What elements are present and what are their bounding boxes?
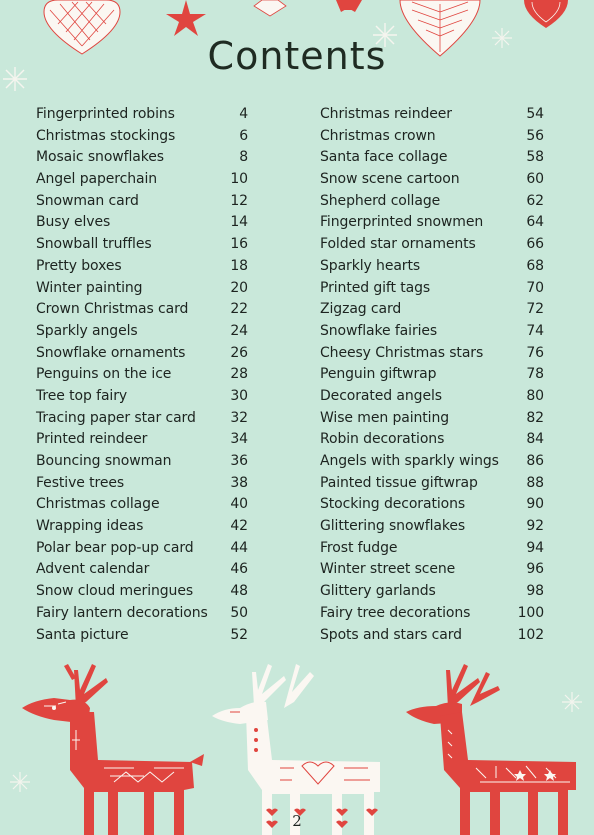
entry-title: Busy elves <box>36 214 111 231</box>
entry-title: Decorated angels <box>320 387 442 404</box>
snowflake-icon <box>560 690 584 714</box>
contents-entry <box>36 581 248 603</box>
contents-entry <box>36 538 248 560</box>
entry-page-number: 12 <box>230 192 248 209</box>
contents-entry <box>320 473 544 495</box>
entry-page-number: 98 <box>526 583 544 600</box>
entry-title: Painted tissue giftwrap <box>320 474 478 491</box>
entry-title: Cheesy Christmas stars <box>320 344 484 361</box>
entry-title: Fingerprinted robins <box>36 106 175 122</box>
entry-title: Penguin giftwrap <box>320 366 437 383</box>
entry-title: Snowball truffles <box>36 236 152 253</box>
reindeer-right-illustration <box>400 650 590 835</box>
entry-page-number: 70 <box>526 279 544 296</box>
contents-entry <box>320 104 544 126</box>
contents-entry <box>36 429 248 451</box>
entry-title: Mosaic snowflakes <box>36 149 164 166</box>
entry-title: Robin decorations <box>320 431 445 448</box>
entry-title: Winter street scene <box>320 561 456 578</box>
entry-title: Glittery garlands <box>320 583 436 600</box>
contents-entry <box>320 147 544 169</box>
entry-title: Tree top fairy <box>36 387 128 404</box>
entry-page-number: 54 <box>526 106 544 122</box>
entry-page-number: 60 <box>526 171 544 188</box>
entry-title: Festive trees <box>36 474 125 491</box>
entry-page-number: 56 <box>526 127 544 144</box>
entry-page-number: 72 <box>526 301 544 318</box>
entry-page-number: 74 <box>526 322 544 339</box>
entry-page-number: 96 <box>526 561 544 578</box>
entry-page-number: 6 <box>239 127 248 144</box>
entry-page-number: 24 <box>230 322 248 339</box>
entry-title: Sparkly hearts <box>320 257 421 274</box>
entry-page-number: 90 <box>526 496 544 513</box>
contents-entry <box>320 364 544 386</box>
contents-entry <box>320 299 544 321</box>
entry-title: Santa face collage <box>320 149 448 166</box>
contents-entry <box>320 559 544 581</box>
contents-entry <box>36 126 248 148</box>
contents-entry <box>320 494 544 516</box>
contents-entry <box>36 386 248 408</box>
entry-title: Glittering snowflakes <box>320 518 466 535</box>
entry-title: Snowman card <box>36 192 139 209</box>
reindeer-left-illustration <box>14 650 204 835</box>
entry-page-number: 86 <box>526 453 544 469</box>
entry-page-number: 26 <box>230 344 248 361</box>
contents-entry <box>320 234 544 256</box>
entry-page-number: 38 <box>230 474 248 491</box>
entry-title: Sparkly angels <box>36 322 138 339</box>
entry-title: Winter painting <box>36 279 143 296</box>
reindeer-middle-illustration <box>210 650 390 835</box>
entry-page-number: 36 <box>230 453 248 469</box>
contents-entry <box>36 299 248 321</box>
entry-page-number: 80 <box>526 387 544 404</box>
contents-entry <box>320 516 544 538</box>
contents-entry <box>320 625 544 647</box>
entry-title: Fairy lantern decorations <box>36 604 208 621</box>
entry-page-number: 28 <box>230 366 248 383</box>
entry-title: Angel paperchain <box>36 171 158 188</box>
entry-title: Snowflake ornaments <box>36 344 186 361</box>
entry-page-number: 14 <box>230 214 248 231</box>
contents-entry <box>36 321 248 343</box>
entry-title: Pretty boxes <box>36 257 122 274</box>
entry-title: Shepherd collage <box>320 192 441 209</box>
entry-page-number: 20 <box>230 279 248 296</box>
entry-title: Wrapping ideas <box>36 518 144 535</box>
contents-entry <box>36 494 248 516</box>
entry-page-number: 94 <box>526 539 544 556</box>
contents-entry <box>320 321 544 343</box>
contents-entry <box>36 278 248 300</box>
entry-title: Tracing paper star card <box>36 409 196 426</box>
entry-page-number: 40 <box>230 496 248 513</box>
entry-title: Folded star ornaments <box>320 236 476 253</box>
snowflake-icon <box>8 770 32 794</box>
entry-page-number: 88 <box>526 474 544 491</box>
entry-page-number: 8 <box>239 149 248 166</box>
contents-entry <box>320 581 544 603</box>
entry-page-number: 66 <box>526 236 544 253</box>
entry-title: Bouncing snowman <box>36 453 172 469</box>
entry-page-number: 34 <box>230 431 248 448</box>
entry-title: Snow cloud meringues <box>36 583 194 600</box>
contents-entry <box>36 451 248 473</box>
entry-page-number: 84 <box>526 431 544 448</box>
entry-page-number: 44 <box>230 539 248 556</box>
contents-entry <box>320 126 544 148</box>
entry-title: Angels with sparkly wings <box>320 453 499 469</box>
contents-entry <box>320 212 544 234</box>
entry-page-number: 52 <box>230 626 248 643</box>
contents-entry <box>36 212 248 234</box>
contents-entry <box>36 191 248 213</box>
entry-title: Stocking decorations <box>320 496 466 513</box>
contents-entry <box>36 169 248 191</box>
entry-page-number: 102 <box>517 626 544 643</box>
contents-entry <box>36 343 248 365</box>
entry-page-number: 22 <box>230 301 248 318</box>
entry-page-number: 10 <box>230 171 248 188</box>
contents-entry <box>36 234 248 256</box>
entry-title: Frost fudge <box>320 539 398 556</box>
entry-title: Zigzag card <box>320 301 402 318</box>
contents-entry <box>320 169 544 191</box>
entry-title: Christmas reindeer <box>320 106 452 122</box>
entry-title: Christmas collage <box>36 496 160 513</box>
contents-entry <box>320 278 544 300</box>
contents-list-right <box>320 104 544 646</box>
entry-page-number: 48 <box>230 583 248 600</box>
entry-page-number: 50 <box>230 604 248 621</box>
page-number: 2 <box>292 812 302 830</box>
page-title: Contents <box>207 34 387 78</box>
contents-entry <box>320 256 544 278</box>
entry-page-number: 30 <box>230 387 248 404</box>
entry-page-number: 62 <box>526 192 544 209</box>
entry-title: Polar bear pop-up card <box>36 539 194 556</box>
entry-title: Printed gift tags <box>320 279 431 296</box>
entry-title: Christmas stockings <box>36 127 176 144</box>
contents-entry <box>36 256 248 278</box>
contents-entry <box>36 104 248 126</box>
entry-page-number: 42 <box>230 518 248 535</box>
contents-entry <box>320 429 544 451</box>
contents-entry <box>320 538 544 560</box>
entry-title: Santa picture <box>36 626 129 643</box>
entry-title: Spots and stars card <box>320 626 462 643</box>
contents-entry <box>36 625 248 647</box>
entry-page-number: 100 <box>517 604 544 621</box>
contents-entry <box>320 386 544 408</box>
contents-entry <box>320 451 544 473</box>
entry-title: Wise men painting <box>320 409 450 426</box>
entry-page-number: 18 <box>230 257 248 274</box>
contents-entry <box>320 603 544 625</box>
entry-page-number: 32 <box>230 409 248 426</box>
entry-title: Fingerprinted snowmen <box>320 214 484 231</box>
entry-title: Crown Christmas card <box>36 301 189 318</box>
contents-entry <box>36 364 248 386</box>
contents-list-left <box>36 104 248 646</box>
entry-title: Fairy tree decorations <box>320 604 471 621</box>
contents-entry <box>320 408 544 430</box>
contents-entry <box>36 559 248 581</box>
entry-title: Snowflake fairies <box>320 322 438 339</box>
contents-entry <box>320 191 544 213</box>
entry-page-number: 58 <box>526 149 544 166</box>
contents-entry <box>36 473 248 495</box>
entry-title: Christmas crown <box>320 127 436 144</box>
entry-page-number: 78 <box>526 366 544 383</box>
entry-page-number: 4 <box>239 106 248 122</box>
contents-entry <box>320 343 544 365</box>
contents-entry <box>36 408 248 430</box>
entry-page-number: 92 <box>526 518 544 535</box>
entry-title: Snow scene cartoon <box>320 171 460 188</box>
entry-title: Penguins on the ice <box>36 366 172 383</box>
entry-title: Advent calendar <box>36 561 150 578</box>
contents-entry <box>36 516 248 538</box>
contents-entry <box>36 603 248 625</box>
entry-page-number: 76 <box>526 344 544 361</box>
entry-page-number: 64 <box>526 214 544 231</box>
contents-entry <box>36 147 248 169</box>
entry-page-number: 82 <box>526 409 544 426</box>
entry-page-number: 46 <box>230 561 248 578</box>
entry-page-number: 68 <box>526 257 544 274</box>
entry-page-number: 16 <box>230 236 248 253</box>
entry-title: Printed reindeer <box>36 431 148 448</box>
